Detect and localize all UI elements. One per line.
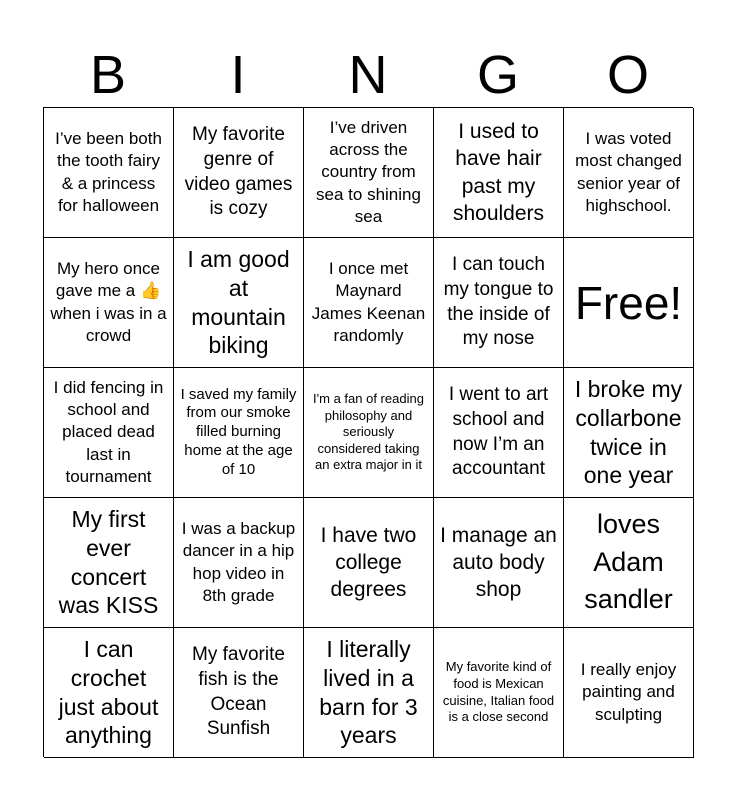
bingo-cell[interactable] [434, 108, 564, 238]
bingo-header [43, 40, 693, 110]
bingo-cell-text: My first ever concert was KISS [58, 506, 159, 619]
bingo-cell[interactable] [174, 628, 304, 758]
bingo-cell-text: I broke my collarbone twice in one year [574, 376, 683, 489]
bingo-cell-text: I really enjoy painting and sculpting [580, 660, 677, 724]
header-letter-o: O [606, 45, 649, 105]
bingo-cell[interactable] [174, 498, 304, 628]
bingo-cell-text: My hero once gave me a 👍 when i was in a crowd [50, 259, 167, 345]
bingo-cell-text: I used to have hair past my shoulders [452, 119, 545, 225]
bingo-cell[interactable] [564, 498, 694, 628]
bingo-cell[interactable] [174, 238, 304, 368]
bingo-cell[interactable] [434, 628, 564, 758]
bingo-cell[interactable] [304, 498, 434, 628]
bingo-cell-text: I manage an auto body shop [440, 523, 557, 602]
bingo-cell-text: Free! [574, 276, 683, 329]
bingo-cell-text: I’ve been both the tooth fairy & a princess for halloween [55, 129, 162, 215]
header-letter-n: N [348, 45, 388, 105]
header-letter-b: B [89, 45, 127, 105]
bingo-free-cell[interactable] [564, 238, 694, 368]
header-letter-i: I [230, 45, 246, 105]
bingo-cell-text: I did fencing in school and placed dead last in tournament [53, 378, 164, 486]
bingo-cell[interactable] [304, 108, 434, 238]
bingo-cell[interactable] [174, 108, 304, 238]
bingo-cell-text: I’ve driven across the country from sea to shining sea [316, 118, 421, 226]
bingo-cell[interactable] [564, 368, 694, 498]
bingo-cell[interactable] [44, 108, 174, 238]
bingo-cell[interactable] [434, 238, 564, 368]
bingo-cell[interactable] [434, 498, 564, 628]
bingo-cell-text: I saved my family from our smoke filled burning home at the age of 10 [180, 385, 297, 478]
bingo-cell-text: I am good at mountain biking [187, 246, 290, 359]
bingo-cell-text: I can touch my tongue to the inside of my nose [443, 254, 554, 350]
header-letter-g: G [476, 45, 519, 105]
bingo-cell[interactable] [304, 628, 434, 758]
bingo-cell[interactable] [564, 108, 694, 238]
bingo-cell-text: loves Adam sandler [584, 508, 673, 615]
bingo-cell-text: I went to art school and now I’m an accountant [448, 384, 549, 480]
bingo-cell[interactable] [304, 368, 434, 498]
bingo-cell-text: I literally lived in a barn for 3 years [319, 636, 418, 749]
bingo-cell[interactable] [564, 628, 694, 758]
bingo-cell-text: I'm a fan of reading philosophy and seriously considered taking an extra major in it [313, 390, 424, 473]
bingo-cell-text: I once met Maynard James Keenan randomly [311, 259, 426, 345]
bingo-cell[interactable] [44, 368, 174, 498]
bingo-cell[interactable] [44, 628, 174, 758]
bingo-cell-text: My favorite kind of food is Mexican cuisine, Italian food is a close second [442, 659, 555, 725]
bingo-cell[interactable] [434, 368, 564, 498]
bingo-cell-text: I was voted most changed senior year of highschool. [575, 129, 682, 215]
bingo-cell[interactable] [44, 498, 174, 628]
bingo-cell-text: I have two college degrees [320, 523, 417, 602]
bingo-cell[interactable] [174, 368, 304, 498]
bingo-cell-text: I was a backup dancer in a hip hop video in 8th grade [181, 519, 296, 605]
bingo-cell-text: My favorite genre of video games is cozy [184, 124, 293, 220]
bingo-cell[interactable] [44, 238, 174, 368]
bingo-cell-text: My favorite fish is the Ocean Sunfish [192, 644, 285, 740]
bingo-cell-text: I can crochet just about anything [58, 636, 159, 749]
bingo-grid [43, 107, 693, 757]
bingo-cell[interactable] [304, 238, 434, 368]
